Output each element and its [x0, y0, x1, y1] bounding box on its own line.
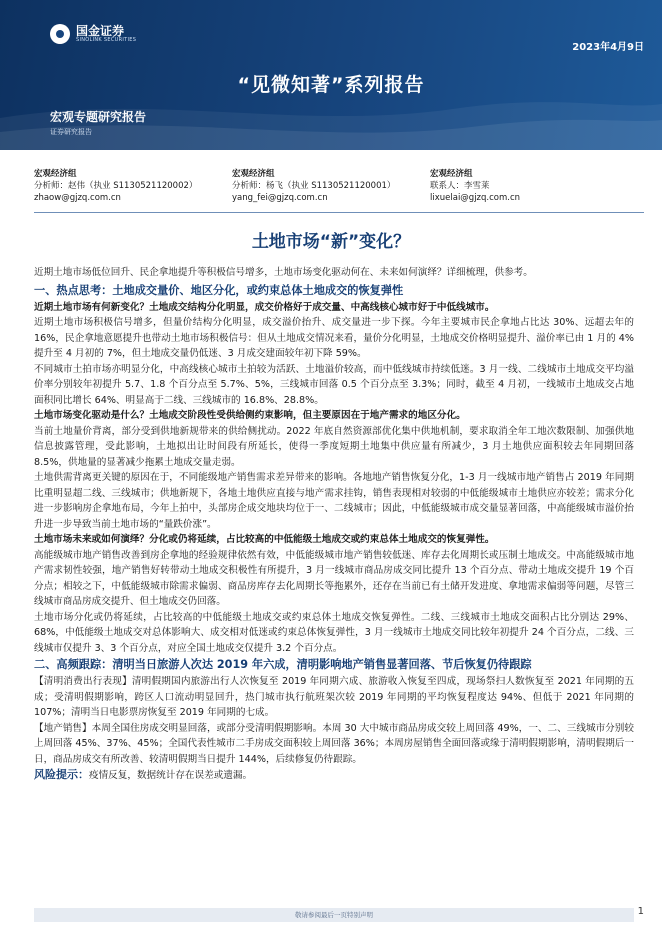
page-footer [34, 906, 644, 930]
s2-para: 【地产销售】本周全国住房成交明显回落，或部分受清明假期影响。本周 30 大中城市商品房成交较上周回落 49%，一、二、三线城市分别较上周回落 45%、37%、45%；全国代表性城市二手房成交面积较上周回落 36%；本周房屋销售全面回落或缘于清明假期影响，清明假期后一日，商品房成交有所改善、较清明假期当日提升 144%，后续修复仍待跟踪。 [34, 722, 634, 765]
logo-en-text: SINOLINK SECURITIES [76, 36, 137, 43]
analyst-card [430, 168, 520, 204]
s1-para: 土地供需背离更关键的原因在于，不同能级地产销售需求差异带来的影响。各地地产销售恢复分化，1-3 月一线城市地产销售占 2019 年同期比重明显超二线、三线城市；供地新规下，各地土地供应直接与地产需求挂钩，销售表现相对较弱的中低能级城市土地供应亦较差；需求分化进一步影响房企拿地布局，今年上拍中，头部房企成交地块均位于一、二线城市；因此，中低能级城市成交量显著回落，中高能级城市溢价抬升进一步导致当前土地市场的“量跌价涨”。 [34, 472, 634, 530]
report-subtype: 证券研究报告 [50, 128, 92, 136]
risk-label: 风险提示： [34, 768, 89, 781]
analyst-email[interactable]: lixuelai@gjzq.com.cn [430, 193, 521, 203]
report-body [34, 265, 634, 784]
report-title: 土地市场“新”变化？ [251, 232, 411, 252]
s1-para: 近期土地市场有何新变化？土地成交结构分化明显，成交价格好于成交量、中高线核心城市好于中低线城市。 [34, 301, 495, 313]
s1-para: 土地市场分化或仍将延续，占比较高的中低能级土地成交或约束总体土地成交恢复弹性。二线、三线城市土地成交面积占比分别达 29%、68%，中低能级土地成交对总体影响大、成交相对低迷或约束总体恢复弹性，3 月一线城市土地成交同比较年初提升 24 个百分点，二线、三线城市仅提升 3、3 个百分点，对应全国土地成交仅提升 3.2 个百分点。 [34, 611, 634, 654]
intro-paragraph: 近期土地市场低位回升、民企拿地提升等积极信号增多，土地市场变化驱动何在、未来如何演绎？详细梳理，供参考。 [34, 267, 533, 278]
page-number: 1 [637, 906, 644, 917]
footer-disclaimer: 敬请参阅最后一页特别声明 [295, 911, 373, 919]
logo-icon [50, 24, 70, 44]
analyst-name: 联系人：李雪莱 [430, 181, 490, 191]
analyst-name: 分析师：赵伟（执业 S1130521120002） [34, 181, 198, 191]
analyst-email[interactable]: zhaow@gjzq.com.cn [34, 193, 121, 203]
analyst-role: 宏观经济组 [34, 169, 77, 179]
analyst-role: 宏观经济组 [232, 169, 275, 179]
company-logo [50, 24, 136, 44]
report-type: 宏观专题研究报告 [50, 110, 147, 124]
analyst-divider [34, 212, 644, 213]
report-date: 2023年4月9日 [572, 42, 644, 53]
analyst-email[interactable]: yang_fei@gjzq.com.cn [232, 193, 328, 203]
s1-para: 不同城市土拍市场亦明显分化，中高线核心城市土拍较为活跃、土地溢价较高，而中低线城市持续低迷。3 月一线、二线城市土地成交平均溢价率分别较年初提升 5.7、1.8 个百分点至 5.7%、5%，三线城市回落 0.5 个百分点至 3.3%；同时，截至 4 月初，一线城市土地成交占地面积同比增长 64%、明显高于二线、三线城市的 16.8%、28.8%。 [34, 363, 634, 406]
section2-heading: 二、高频跟踪：清明当日旅游人次达 2019 年六成，清明影响地产销售显著回落、节后恢复仍待跟踪 [34, 658, 532, 671]
series-title: “见微知著”系列报告 [237, 74, 425, 96]
analyst-role: 宏观经济组 [430, 169, 473, 179]
report-header [0, 0, 662, 150]
s1-para: 高能级城市地产销售改善到房企拿地的经验规律依然有效，中低能级城市地产销售较低迷、库存去化周期长或压制土地成交。中高能级城市地产需求韧性较强，地产销售好转带动土地成交积极性有所提升，3 月一线城市商品房成交同比提升 13 个百分点、带动土地成交提升 19 个百分点；相较之下，中低能级城市除需求偏弱、商品房库存去化周期长等拖累外，还存在当前已有土储开发进度、拿地需求偏弱等问题，尽管三线城市商品房成交提升、但土地成交仍回落。 [34, 549, 634, 607]
s1-para: 土地市场变化驱动是什么？土地成交阶段性受供给侧约束影响，但主要原因在于地产需求的地区分化。 [34, 410, 466, 421]
s1-para: 土地市场未来或如何演绎？分化或仍将延续，占比较高的中低能级土地成交或约束总体土地成交的恢复弹性。 [34, 534, 495, 545]
section1-heading: 一、热点思考：土地成交量价、地区分化，或约束总体土地成交的恢复弹性 [34, 283, 404, 297]
s2-para: 【清明消费出行表现】清明假期国内旅游出行人次恢复至 2019 年同期六成、旅游收入恢复至四成，现场祭扫人数恢复至 2021 年同期的五成；受清明假期影响，跨区人口流动明显回升，热门城市执行航班架次较 2019 年同期的平均恢复程度达 94%、但低于 2021 年同期的 107%；清明当日电影票房恢复至 2019 年同期的七成。 [34, 676, 634, 718]
risk-warning [34, 767, 634, 784]
analyst-name: 分析师：杨飞（执业 S1130521120001） [232, 181, 396, 191]
analyst-card [34, 168, 197, 204]
risk-text: 疫情反复，数据统计存在误差或遗漏。 [89, 770, 253, 781]
logo-cn-text: 国金证券 [76, 23, 125, 38]
analyst-card [232, 168, 395, 204]
s1-para: 当前土地量价背离，部分受到供地新规带来的供给侧扰动。2022 年底自然资源部优化集中供地机制，要求取消全年工地次数限制、加强供地信息披露管理，受此影响，土地拟出让时间段有所延长，使得一季度短期土地集中供应量有所减少，3 月土地供应面积较去年同期回落 8.5%，供地量的显著减少拖累土地成交量走弱。 [34, 425, 634, 468]
s1-para: 近期土地市场积极信号增多，但量价结构分化明显，成交溢价抬升、成交量进一步下探。今年主要城市民企拿地占比达 30%、远超去年的 16%，民企拿地意愿提升也带动土地市场积极信号：但从土地成交情况来看，量价分化明显，土地成交价格明显提升、溢价率已由 1 月的 4%提升至 4 月初的 7%，但土地成交量仍低迷、3 月成交建面较年初下降 59%。 [34, 317, 634, 359]
